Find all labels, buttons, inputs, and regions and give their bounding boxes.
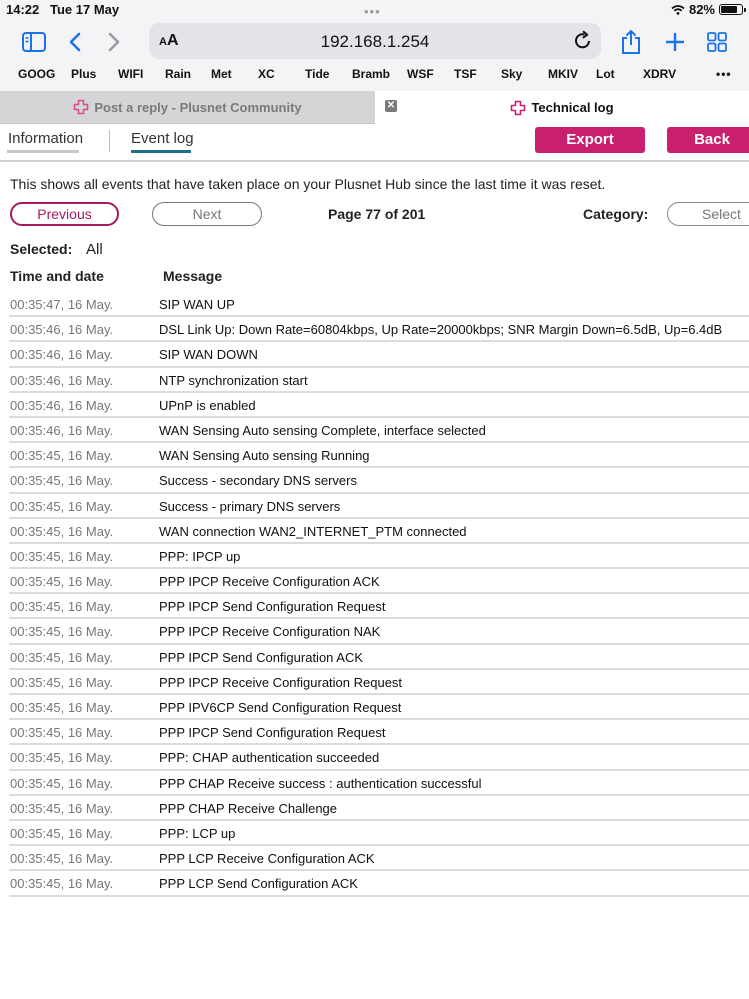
close-tab-icon[interactable]: ✕ (386, 100, 396, 111)
bookmark-xdrv[interactable]: XDRV (643, 67, 677, 81)
table-row (9, 670, 749, 695)
table-row (9, 695, 749, 720)
bookmark-mkiv[interactable]: MKIV (548, 67, 578, 81)
forward-nav-icon[interactable] (100, 28, 128, 56)
event-time: 00:35:45, 16 May. (10, 851, 114, 867)
plusnet-favicon-icon (510, 100, 526, 116)
back-nav-icon[interactable] (61, 28, 89, 56)
event-time: 00:35:45, 16 May. (10, 725, 114, 741)
browser-tab-label: Post a reply - Plusnet Community (94, 99, 302, 115)
intro-text: This shows all events that have taken place on your Plusnet Hub since the last time it was reset. (10, 176, 606, 192)
event-time: 00:35:45, 16 May. (10, 750, 114, 766)
event-time: 00:35:45, 16 May. (10, 876, 114, 892)
event-message: WAN connection WAN2_INTERNET_PTM connected (159, 523, 467, 539)
column-header-message: Message (163, 268, 223, 284)
event-time: 00:35:45, 16 May. (10, 448, 114, 464)
share-icon[interactable] (617, 28, 645, 56)
event-message: PPP IPCP Send Configuration ACK (159, 649, 364, 665)
browser-tab-label: Technical log (531, 100, 614, 115)
event-message: PPP IPCP Receive Configuration NAK (159, 624, 381, 640)
table-row (9, 342, 749, 367)
event-time: 00:35:45, 16 May. (10, 775, 114, 791)
event-time: 00:35:45, 16 May. (10, 624, 114, 640)
bookmark-xc[interactable]: XC (258, 67, 275, 81)
event-message: NTP synchronization start (159, 372, 308, 388)
browser-tab-strip (0, 91, 749, 124)
table-row (9, 519, 749, 544)
reader-aa-button[interactable]: AA (159, 32, 179, 49)
event-message: PPP CHAP Receive success : authentication successful (159, 775, 482, 791)
bookmark-met[interactable]: Met (211, 67, 232, 81)
table-row (9, 645, 749, 670)
category-select[interactable]: Select (667, 202, 749, 226)
event-message: Success - secondary DNS servers (159, 473, 357, 489)
event-time: 00:35:45, 16 May. (10, 574, 114, 590)
table-row (9, 821, 749, 846)
bookmark-bramb[interactable]: Bramb (352, 67, 391, 81)
event-message: PPP: IPCP up (159, 548, 241, 564)
event-time: 00:35:45, 16 May. (10, 800, 114, 816)
table-row (9, 292, 749, 317)
tab-event-log-underline (131, 150, 191, 153)
table-row (9, 569, 749, 594)
table-row (9, 494, 749, 519)
event-time: 00:35:46, 16 May. (10, 422, 114, 438)
event-message: PPP IPCP Send Configuration Request (159, 599, 386, 615)
favorites-bar (0, 67, 749, 85)
event-message: PPP: CHAP authentication succeeded (159, 750, 380, 766)
tab-event-log[interactable]: Event log (131, 130, 194, 147)
browser-chrome (0, 0, 749, 91)
multitasking-dots-icon[interactable]: ••• (364, 4, 381, 19)
event-message: PPP IPCP Receive Configuration Request (159, 674, 403, 690)
event-time: 00:35:45, 16 May. (10, 523, 114, 539)
tab-separator (109, 130, 110, 152)
table-row (9, 368, 749, 393)
tab-information-underline (7, 150, 79, 153)
back-button[interactable]: Back (667, 127, 749, 153)
event-message: SIP WAN UP (159, 297, 235, 312)
event-time: 00:35:45, 16 May. (10, 700, 114, 715)
page-tab-bar (0, 124, 749, 162)
table-row (9, 796, 749, 821)
table-row (9, 846, 749, 871)
selected-label: Selected: (10, 241, 73, 257)
battery-level (721, 6, 737, 13)
url-text[interactable]: 192.168.1.254 (320, 32, 430, 51)
event-message: PPP IPV6CP Send Configuration Request (159, 700, 402, 715)
battery-percent: 82% (688, 2, 715, 17)
page-indicator: Page 77 of 201 (328, 206, 426, 222)
event-time: 00:35:46, 16 May. (10, 322, 114, 338)
selected-value: All (86, 241, 103, 258)
event-message: PPP IPCP Send Configuration Request (159, 725, 386, 741)
table-row (9, 468, 749, 493)
event-message: WAN Sensing Auto sensing Complete, interface selected (159, 422, 486, 438)
wifi-icon (671, 5, 685, 15)
table-row (9, 393, 749, 418)
table-row (9, 745, 749, 770)
address-bar[interactable] (149, 23, 601, 59)
event-time: 00:35:45, 16 May. (10, 674, 114, 690)
bookmark-goog[interactable]: GOOG (18, 67, 56, 81)
event-time: 00:35:45, 16 May. (10, 649, 114, 665)
status-time: 14:22 (6, 2, 40, 17)
bookmark-wsf[interactable]: WSF (407, 67, 434, 81)
table-row (9, 619, 749, 644)
browser-tab-post-reply[interactable] (0, 91, 375, 123)
table-row (9, 871, 749, 896)
event-message: PPP LCP Receive Configuration ACK (159, 851, 375, 867)
event-time: 00:35:45, 16 May. (10, 599, 114, 615)
table-row (9, 720, 749, 745)
event-message: SIP WAN DOWN (159, 347, 258, 363)
status-date: Tue 17 May (50, 2, 120, 17)
event-message: PPP IPCP Receive Configuration ACK (159, 574, 380, 590)
bookmark-wifi[interactable]: WIFI (118, 67, 144, 81)
table-row (9, 544, 749, 569)
bookmark-tsf[interactable]: TSF (454, 67, 477, 81)
bookmark-plus[interactable]: Plus (71, 67, 97, 81)
event-message: DSL Link Up: Down Rate=60804kbps, Up Rate=20000kbps; SNR Margin Down=6.5dB, Up=6.4dB (159, 322, 723, 338)
event-time: 00:35:45, 16 May. (10, 825, 114, 841)
event-time: 00:35:46, 16 May. (10, 347, 114, 363)
plusnet-favicon-icon (73, 99, 89, 115)
event-time: 00:35:47, 16 May. (10, 297, 114, 312)
bookmark-tide[interactable]: Tide (305, 67, 330, 81)
table-row (9, 418, 749, 443)
event-time: 00:35:45, 16 May. (10, 473, 114, 489)
event-message: UPnP is enabled (159, 397, 256, 413)
favorites-more-icon[interactable]: ••• (716, 67, 732, 81)
tab-information[interactable]: Information (8, 130, 84, 147)
battery-icon (719, 4, 743, 15)
bookmark-rain[interactable]: Rain (165, 67, 192, 81)
table-row (9, 594, 749, 619)
event-time: 00:35:46, 16 May. (10, 372, 114, 388)
event-time: 00:35:45, 16 May. (10, 498, 114, 514)
browser-tab-technical-log[interactable] (375, 91, 749, 124)
reload-icon[interactable] (573, 30, 593, 52)
bookmark-lot[interactable]: Lot (596, 67, 615, 81)
table-row (9, 317, 749, 342)
sidebar-icon[interactable] (20, 28, 48, 56)
event-time: 00:35:46, 16 May. (10, 397, 114, 413)
status-right (671, 2, 743, 17)
event-message: Success - primary DNS servers (159, 498, 341, 514)
category-label: Category: (583, 206, 649, 222)
column-header-time: Time and date (10, 268, 104, 284)
table-row (9, 771, 749, 796)
event-message: WAN Sensing Auto sensing Running (159, 448, 370, 464)
previous-button[interactable]: Previous (10, 202, 119, 226)
bookmark-sky[interactable]: Sky (501, 67, 523, 81)
event-message: PPP CHAP Receive Challenge (159, 800, 338, 816)
table-row (9, 443, 749, 468)
next-button[interactable]: Next (152, 202, 262, 226)
export-button[interactable]: Export (535, 127, 645, 153)
event-log-table (0, 292, 749, 897)
event-message: PPP LCP Send Configuration ACK (159, 876, 358, 892)
event-time: 00:35:45, 16 May. (10, 548, 114, 564)
tab-overview-icon[interactable] (703, 28, 731, 56)
event-message: PPP: LCP up (159, 825, 236, 841)
new-tab-plus-icon[interactable] (661, 28, 689, 56)
